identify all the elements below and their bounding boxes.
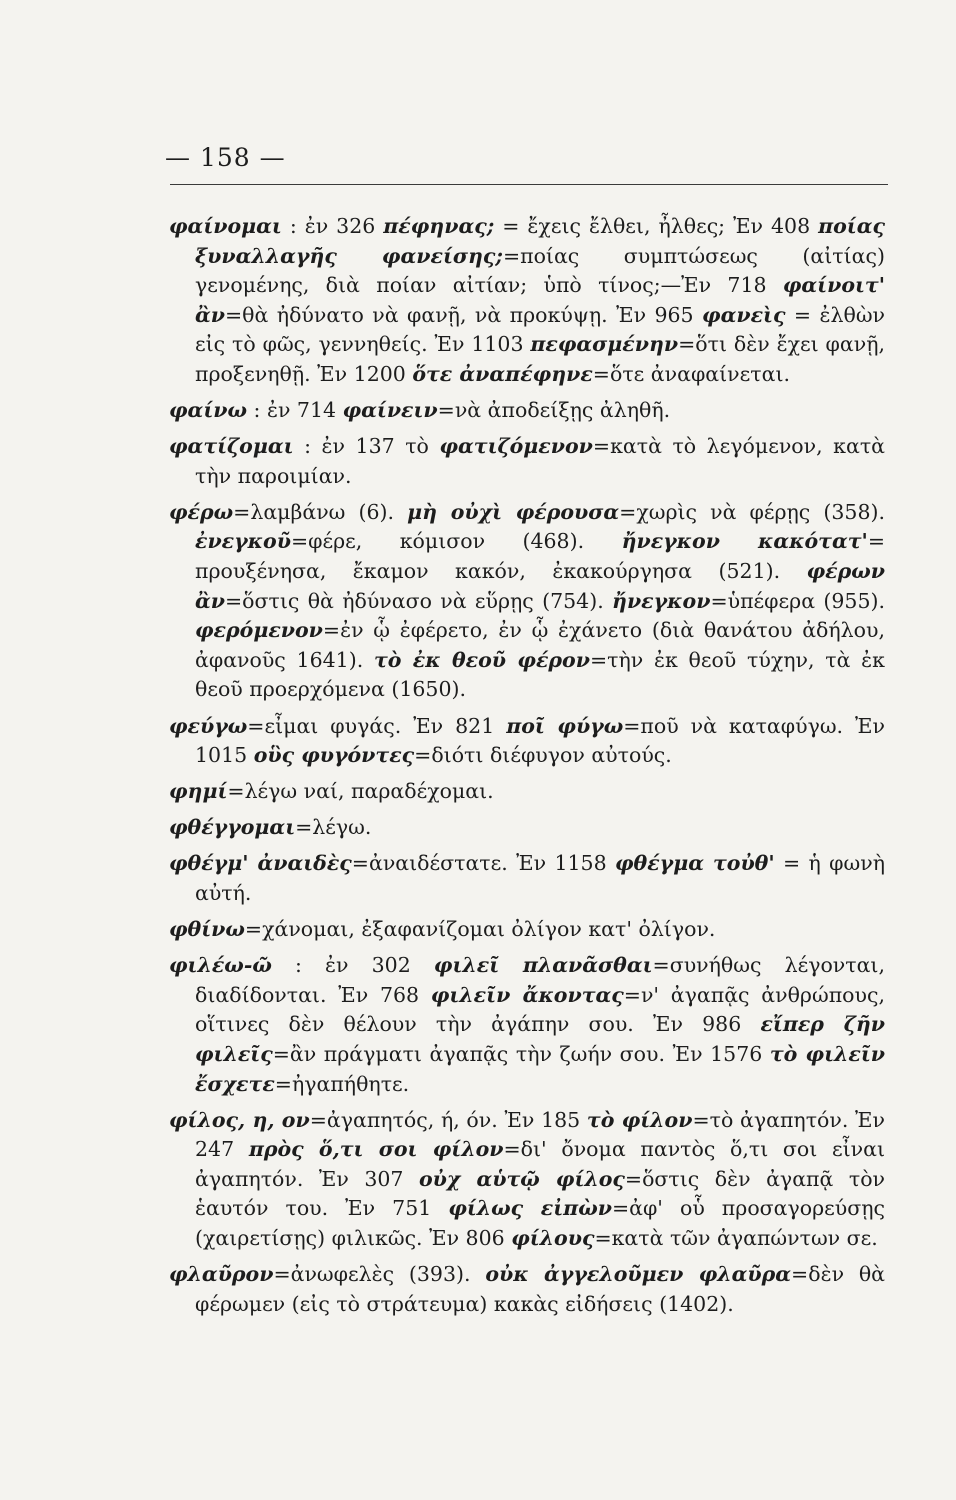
definition-text: =κατὰ τῶν ἀγαπώντων σε. xyxy=(594,1226,878,1250)
definition-text: =ποίας συμπτώσεως (αἰτίας) γενομένης, διὰ ποίαν αἰτίαν; ὑπὸ τίνος;—Ἐν 718 xyxy=(195,243,885,298)
headword: ποίας ξυναλλαγῆς φανείσης; xyxy=(195,214,885,268)
glossary-entry xyxy=(169,777,885,807)
definition-text: =ἀναιδέστατε. Ἐν 1158 xyxy=(351,851,615,876)
definition-text: =ἐν ᾧ ἐφέρετο, ἐν ᾧ ἐχάνετο (διὰ θανάτου ἀδήλου, ἀφανοῦς 1641). xyxy=(195,618,885,672)
header-rule xyxy=(170,184,888,185)
headword: φέρω xyxy=(169,499,234,524)
definition-text: =λαμβάνω (6). xyxy=(233,499,408,524)
definition-text: =ποῦ νὰ καταφύγω. Ἐν 1015 xyxy=(195,713,885,768)
definition-text: =νὰ ἀποδείξῃς ἀληθῆ. xyxy=(437,398,671,423)
headword: φαίνειν xyxy=(342,398,438,423)
headword: ἐνεγκοῦ xyxy=(195,529,291,554)
glossary-entry xyxy=(169,813,885,843)
definition-text: =ἀφ' οὗ προσαγορεύσῃς (χαιρετίσῃς) φιλικῶς. Ἐν 806 xyxy=(195,1196,885,1250)
definition-text: =ἂν πράγματι ἀγαπᾷς τὴν ζωήν σου. Ἐν 1576 xyxy=(272,1041,770,1066)
definition-text: = προυξένησα, ἔκαμον κακόν, ἐκακούργησα (521). xyxy=(195,529,886,584)
headword: φημί xyxy=(169,779,228,804)
headword: φίλος, η, ον xyxy=(169,1107,310,1132)
definition-text: =λέγω ναί, παραδέχομαι. xyxy=(227,779,494,804)
headword: πέφηνας; xyxy=(383,214,495,238)
headword: ποῖ φύγω xyxy=(506,713,624,738)
headword: φιλεῖν ἄκοντας xyxy=(430,982,624,1007)
definition-text: =θὰ ἠδύνατο νὰ φανῇ, νὰ προκύψῃ. Ἐν 965 xyxy=(225,302,703,327)
glossary-entry xyxy=(169,712,885,771)
definition-text: =χάνομαι, ἐξαφανίζομαι ὀλίγον κατ' ὀλίγον. xyxy=(244,917,716,942)
headword: οὐχ αὑτῷ φίλος xyxy=(418,1166,625,1191)
definition-text: : ἐν 714 xyxy=(247,398,343,423)
glossary-entry xyxy=(169,1106,885,1254)
headword: φαίνομαι xyxy=(169,214,282,238)
definition-text: : ἐν 302 xyxy=(271,953,434,978)
definition-text: =ν' ἀγαπᾷς ἀνθρώπους, οἵτινες δὲν θέλουν τὴν ἀγάπην σου. Ἐν 986 xyxy=(195,982,885,1037)
glossary-entry xyxy=(169,951,885,1099)
headword: ὅτε ἀναπέφηνε xyxy=(412,361,593,386)
glossary-entry xyxy=(169,1260,885,1319)
definition-text: =ἀνωφελὲς (393). xyxy=(273,1262,486,1287)
definition-text: =τὸ ἀγαπητόν. Ἐν 247 xyxy=(195,1107,886,1162)
definition-text: =ὅτε ἀναφαίνεται. xyxy=(592,361,790,386)
page-number: — 158 — xyxy=(165,143,286,172)
definition-text: =φέρε, κόμισον (468). xyxy=(290,529,622,554)
headword: φανεὶς xyxy=(702,302,786,327)
definition-text: =εἶμαι φυγάς. Ἐν 821 xyxy=(247,713,507,738)
headword: οὓς φυγόντες xyxy=(253,743,415,768)
definition-text: =κατὰ τὸ λεγόμενον, κατὰ τὴν παροιμίαν. xyxy=(195,434,885,488)
definition-text: =ὅστις θὰ ἠδύνασο νὰ εὕρῃς (754). xyxy=(225,588,613,613)
definition-text: =ἠγαπήθητε. xyxy=(274,1071,410,1096)
headword: φθέγμ' ἀναιδὲς xyxy=(169,851,352,876)
headword: φθέγγομαι xyxy=(169,815,296,840)
headword: τὸ ἐκ θεοῦ φέρον xyxy=(373,647,590,672)
headword: φαίνοιτ' ἂν xyxy=(195,273,885,327)
headword: ἤνεγκον κακότατ' xyxy=(621,529,868,554)
definition-text: =ὅτι δὲν ἔχει φανῇ, προξενηθῇ. Ἐν 1200 xyxy=(195,332,885,386)
headword: φέρων ἂν xyxy=(195,559,885,613)
glossary-entry xyxy=(169,498,885,705)
definition-text: =τὴν ἐκ θεοῦ τύχην, τὰ ἐκ θεοῦ προερχόμενα (1650). xyxy=(195,647,885,702)
glossary-entry xyxy=(169,849,885,908)
headword: φλαῦρον xyxy=(169,1262,274,1287)
glossary-entries xyxy=(169,212,885,1326)
headword: τὸ φίλον xyxy=(586,1107,693,1132)
definition-text: =ὅστις δὲν ἀγαπᾷ τὸν ἑαυτόν του. Ἐν 751 xyxy=(195,1166,885,1221)
glossary-entry xyxy=(169,432,885,491)
headword: πρὸς ὅ,τι σοι φίλον xyxy=(248,1137,504,1162)
headword: φερόμενον xyxy=(195,618,323,643)
definition-text: =συνήθως λέγονται, διαδίδονται. Ἐν 768 xyxy=(195,953,885,1007)
headword: φίλως εἰπὼν xyxy=(448,1196,612,1221)
definition-text: =διότι διέφυγον αὐτούς. xyxy=(414,743,672,768)
headword: οὐκ ἀγγελοῦμεν φλαῦρα xyxy=(485,1262,792,1287)
glossary-entry xyxy=(169,396,885,426)
headword: φιλέω-ῶ xyxy=(169,953,272,978)
headword: φθίνω xyxy=(169,917,245,942)
definition-text: : ἐν 137 τὸ xyxy=(293,434,440,459)
headword: πεφασμένην xyxy=(530,332,679,357)
definition-text: =δι' ὄνομα παντὸς ὅ,τι σοι εἶναι ἀγαπητόν. Ἐν 307 xyxy=(195,1137,885,1191)
headword: εἴπερ ζῆν φιλεῖς xyxy=(195,1012,885,1066)
headword: φιλεῖ πλανᾶσθαι xyxy=(433,953,653,978)
definition-text: =λέγω. xyxy=(295,815,372,840)
headword: τὸ φιλεῖν ἔσχετε xyxy=(195,1041,885,1096)
headword: μὴ οὐχὶ φέρουσα xyxy=(407,499,620,524)
definition-text: : ἐν 326 xyxy=(281,214,384,238)
definition-text: = ἡ φωνὴ αὐτή. xyxy=(195,851,885,905)
glossary-entry xyxy=(169,915,885,945)
headword: ἤνεγκον xyxy=(612,588,711,613)
definition-text: =χωρὶς νὰ φέρῃς (358). xyxy=(619,499,885,524)
headword: φαίνω xyxy=(169,398,247,423)
headword: φατιζόμενον xyxy=(439,434,593,459)
definition-text: = ἔχεις ἔλθει, ἦλθες; Ἐν 408 xyxy=(494,214,819,238)
glossary-entry xyxy=(169,212,885,390)
headword: φεύγω xyxy=(169,713,248,738)
headword: φατίζομαι xyxy=(169,434,294,459)
headword: φίλους xyxy=(511,1226,595,1250)
headword: φθέγμα τοὐθ' xyxy=(615,851,775,876)
definition-text: =ὑπέφερα (955). xyxy=(710,588,885,613)
definition-text: = ἐλθὼν εἰς τὸ φῶς, γεννηθείς. Ἐν 1103 xyxy=(195,302,885,357)
definition-text: =δὲν θὰ φέρωμεν (εἰς τὸ στράτευμα) κακὰς εἰδήσεις (1402). xyxy=(195,1262,886,1316)
definition-text: =ἀγαπητός, ή, όν. Ἐν 185 xyxy=(309,1107,587,1132)
